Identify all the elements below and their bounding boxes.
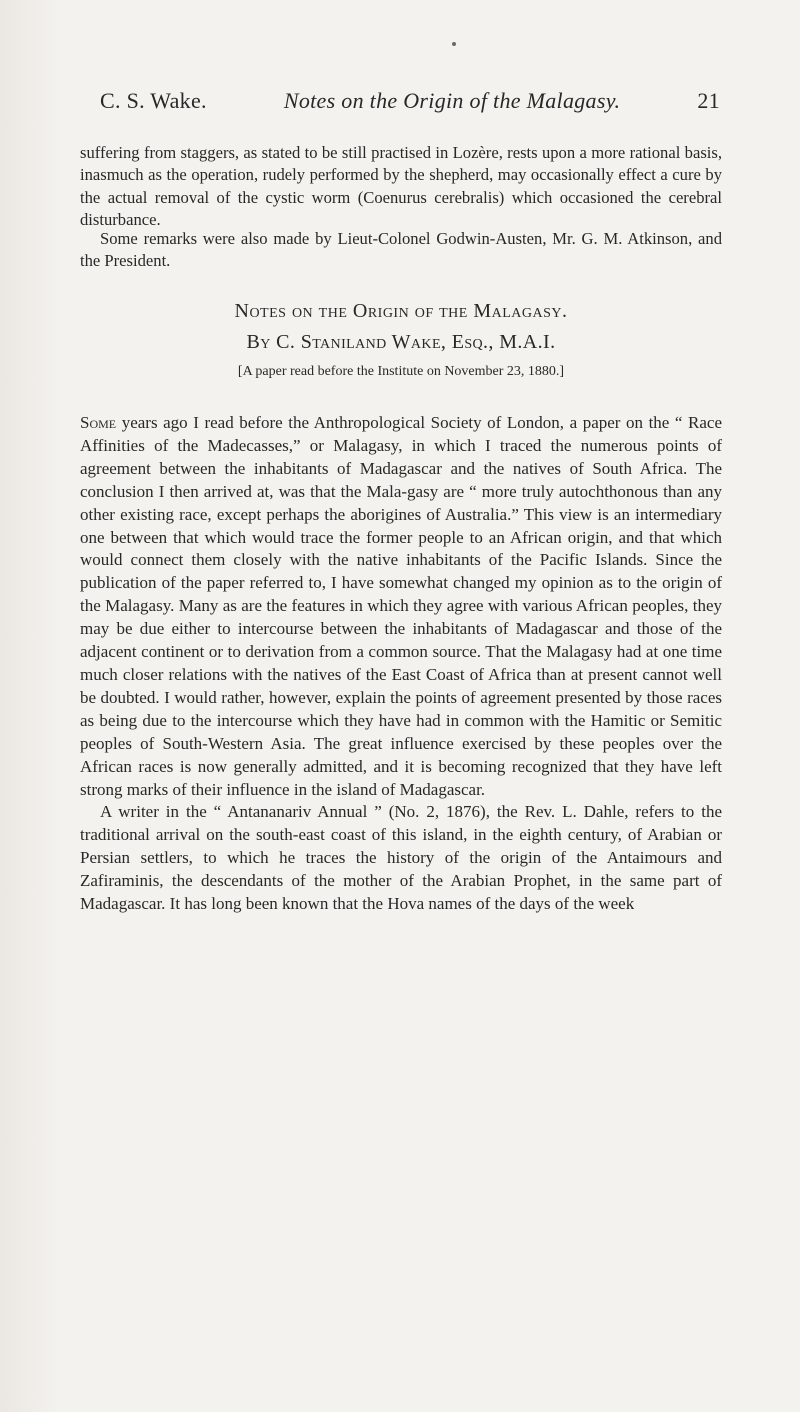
paragraph-text: Some remarks were also made by Lieut-Colonel Godwin-Austen, Mr. G. M. Atkinson, and the President. bbox=[80, 229, 722, 271]
ink-speck bbox=[452, 42, 456, 46]
header-running-title: Notes on the Origin of the Malagasy. bbox=[283, 88, 621, 113]
article-heading bbox=[80, 298, 722, 382]
running-header bbox=[100, 88, 720, 114]
article-title: Notes on the Origin of the Malagasy. bbox=[234, 300, 568, 322]
body-paragraph bbox=[80, 412, 722, 801]
page-number: 21 bbox=[697, 88, 720, 113]
continued-paragraph bbox=[80, 142, 722, 232]
paragraph-text: suffering from staggers, as stated to be still practised in Lozère, rests upon a more rational basis, inasmuch as the operation, rudely performed by the shepherd, may occasionally effect a cure by the actual removal of the cystic worm (Coenurus cerebralis) which occasioned the cerebral disturbance. bbox=[80, 143, 722, 230]
article-note: [A paper read before the Institute on November 23, 1880.] bbox=[237, 364, 565, 379]
paragraph-text: A writer in the “ Antananariv Annual ” (No. 2, 1876), the Rev. L. Dahle, refers to the traditional arrival on the south-east coast of this island, in the eighth century, of Arabian or Persian settlers, to which he traces the history of the origin of the Antaimours and Zafiraminis, the descendants of the mother of the Arabian Prophet, in the same part of Madagascar. It has long been known that the Hova names of the days of the week bbox=[80, 802, 722, 914]
page-shadow bbox=[0, 0, 60, 1412]
lead-word: Some bbox=[80, 413, 117, 432]
article-body bbox=[80, 412, 722, 916]
remarks-paragraph bbox=[80, 228, 722, 273]
paragraph-text: years ago I read before the Anthropological Society of London, a paper on the “ Race Affinities of the Madecasses,” or Malagasy, in which I traced the numerous points of agreement between the inhabitants of Madagascar and the natives of South Africa. The conclusion I then arrived at, was that the Mala-gasy are “ more truly autochthonous than any other existing race, except perhaps the aborigines of Australia.” This view is an intermediary one between that which would trace the former people to an African origin, and that which would connect them closely with the native inhabitants of the Pacific Islands. Since the publication of the paper referred to, I have somewhat changed my opinion as to the origin of the Malagasy. Many as are the features in which they agree with various African peoples, they may be due either to intercourse between the inhabitants of Madagascar and those of the adjacent continent or to derivation from a common source. That the Malagasy had at one time much closer relations with the natives of the East Coast of Africa than at present cannot well be doubted. I would rather, however, explain the points of agreement presented by those races as being due to the intercourse which they have had in common with the Hamitic or Semitic peoples of South-Western Asia. The great influence exercised by these peoples over the African races is now generally admitted, and it is becoming recognized that they have left strong marks of their influence in the island of Madagascar. bbox=[80, 413, 722, 799]
body-paragraph bbox=[80, 801, 722, 916]
header-author: C. S. Wake. bbox=[100, 88, 207, 113]
article-author: By C. Staniland Wake, Esq., M.A.I. bbox=[246, 331, 556, 353]
